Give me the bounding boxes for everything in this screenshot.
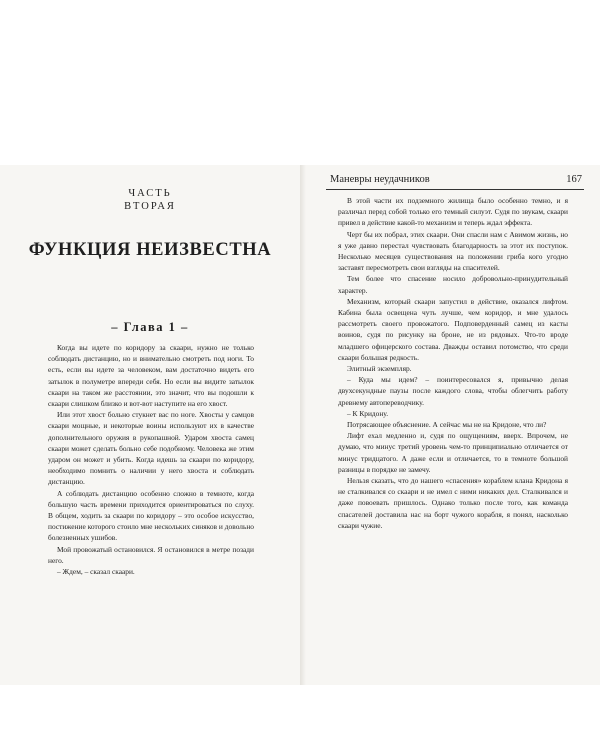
book-spread <box>0 165 600 685</box>
part-label <box>0 187 300 213</box>
running-head <box>326 173 584 190</box>
paragraph: – Ждем, – сказал скаари. <box>57 567 135 577</box>
paragraph: Нельзя сказать, что до нашего «спасения» кораблем клана Кридона я не сталкивался со скаари и не имел с ними никаких дел. Сталкивался и даже повоевать пришлось. Однако только после того, как команда спасателей доставила нас на борт чужого корабля, я понял, насколько скаари чужие. <box>338 476 568 530</box>
paragraph: Механизм, который скаари запустил в действие, оказался лифтом. Кабина была освещена чуть лучше, чем коридор, и мне удалось рассмотреть своего провожатого. Подповерденный самец из касты воинов, судя по рисунку на броне, не из рядовых. Что-то вроде младшего офицерского состава. Дважды оставил потомство, что среди скаари большая редкость. <box>338 296 568 362</box>
running-head-title: Маневры неудачников <box>330 174 430 185</box>
paragraph: Потрясающее объяснение. А сейчас мы не на Кридоне, что ли? <box>347 420 547 430</box>
paragraph: Элитный экземпляр. <box>347 364 412 374</box>
paragraph: А соблюдать дистанцию особенно сложно в темноте, когда большую часть времени приходится ориентироваться по слуху. В общем, ходить за скаари по коридору – это особое искусство, постижение которого стоило мне нескольких синяков и довольно болезненных ушибов. <box>48 488 254 543</box>
part-label-line-2: ВТОРАЯ <box>124 201 176 212</box>
paragraph: Черт бы их побрал, этих скаари. Они спасли нам с Авимом жизнь, но я уже давно перестал чувствовать благодарность за этот их поступок. Несколько месяцев существования на положении гриба кого угодно заставят пересмотреть свои взгляды на спасителей. <box>338 229 568 273</box>
left-page <box>0 165 300 685</box>
chapter-heading: – Глава 1 – <box>111 320 189 334</box>
paragraph: Лифт ехал медленно и, судя по ощущениям, вверх. Впрочем, не думаю, что минус третий уровень чем-то принципиально отличается от минус тридцатого. А даже если и отличается, то в темноте большой разницы в порядке не замечу. <box>338 431 568 474</box>
paragraph: – К Кридону. <box>347 408 389 418</box>
paragraph: – Куда мы идем? – поинтересовался я, привычно делая двухсекундные паузы после каждого слова, чтобы облегчить работу древнему автопереводчику. <box>338 375 568 407</box>
paragraph: Тем более что спасение носило добровольно-принудительный характер. <box>338 274 568 295</box>
part-label-line-1: ЧАСТЬ <box>128 188 172 199</box>
paragraph: В этой части их подземного жилища было особенно темно, и я различал перед собой только его темный силуэт. Судя по звукам, скаари привел в действие какой-то механизм и теперь ждал эффекта. <box>338 196 568 228</box>
right-page <box>306 165 600 685</box>
paragraph: Когда вы идете по коридору за скаари, нужно не только соблюдать дистанцию, но и внимательно смотреть под ноги. То есть, если вы идете за человеком, вам достаточно видеть его затылок в полуметре впереди себя. Но если вы видите затылок скаари на таком же расстоянии, это значит, что вы подошли к скаари слишком близко и вот-вот наступите на его хвост. <box>48 343 254 409</box>
part-title: ФУНКЦИЯ НЕИЗВЕСТНА <box>28 240 272 260</box>
left-body-text <box>48 342 254 577</box>
right-body-text <box>338 195 568 531</box>
page-number: 167 <box>566 174 582 185</box>
paragraph: Или этот хвост больно стукнет вас по ноге. Хвосты у самцов скаари мощные, и некоторые воины используют их в качестве дополнительного оружия в рукопашной. Ударом хвоста самец скаари может сделать больно себе подобному. Человека же этим ударом он может и убить. Когда идешь за скаари по коридору, необходимо помнить о наличии у него хвоста и соблюдать дистанцию. <box>48 410 254 487</box>
paragraph: Мой провожатый остановился. Я остановился в метре позади него. <box>48 544 254 565</box>
